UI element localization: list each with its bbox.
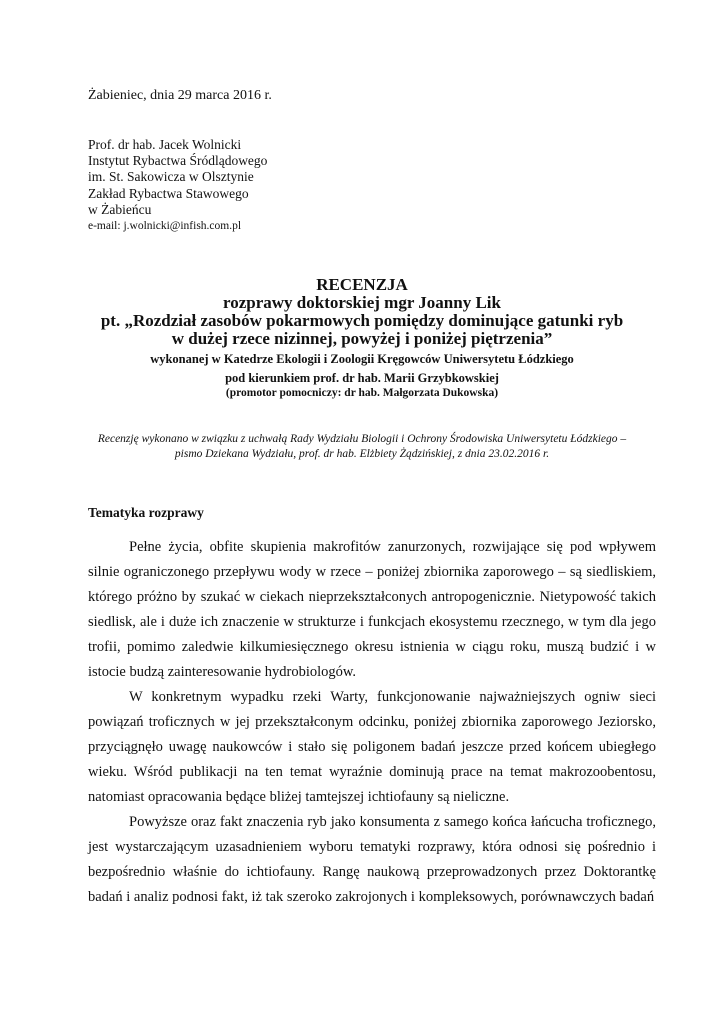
author-department: Zakład Rybactwa Stawowego — [88, 185, 249, 201]
thesis-title-line-2: w dużej rzece nizinnej, powyżej i poniżej piętrzenia” — [171, 329, 553, 348]
author-name: Prof. dr hab. Jacek Wolnicki — [88, 137, 242, 152]
author-institute: Instytut Rybactwa Śródlądowego — [88, 153, 268, 169]
author-institute-patron: im. St. Sakowicza w Olsztynie — [88, 169, 254, 185]
review-title-block — [0, 276, 724, 400]
review-title: RECENZJA — [316, 275, 408, 294]
paragraph: Pełne życia, obfite skupienia makrofitów zanurzonych, rozwijające się pod wpływem silnie ograniczonego przepływu wody w rzece – poniżej zbiornika zaporowego – są siedliskiem, którego próżno by szukać w ciekach nieprzekształconych antropogenicznie. Nietypowość takich siedlisk, ale i duże ich znaczenie w strukturze i funkcjach ekosystemu rzecznego, w tym dla jego trofii, pomimo zaledwie kilkumiesięcznego okresu istnienia w ciągu roku, muszą budzić i w istocie budzą zainteresowanie hydrobiologów. — [88, 539, 656, 680]
paragraph: Powyższe oraz fakt znaczenia ryb jako konsumenta z samego końca łańcucha troficznego, jest wystarczającym uzasadnieniem wyboru tematyki rozprawy, która odnosi się pośrednio i bezpośrednio właśnie do ichtiofauny. Rangę naukową przeprowadzonych przez Doktorantkę badań i analiz podnosi fakt, iż tak szeroko zakrojonych i kompleksowych, porównawczych badań — [88, 814, 656, 905]
author-block — [88, 137, 267, 234]
place-date: Żabieniec, dnia 29 marca 2016 r. — [88, 88, 272, 103]
section-body — [88, 535, 656, 910]
thesis-supervisor: pod kierunkiem prof. dr hab. Marii Grzybkowskiej — [225, 371, 499, 385]
thesis-department: wykonanej w Katedrze Ekologii i Zoologii Kręgowców Uniwersytetu Łódzkiego — [150, 352, 574, 366]
paragraph: W konkretnym wypadku rzeki Warty, funkcjonowanie najważniejszych ogniw sieci powiązań troficznych w jej przekształconym odcinku, poniżej zbiornika zaporowego Jeziorsko, przyciągnęło uwagę naukowców i stało się poligonem badań jeszcze przed końcem ubiegłego wieku. Wśród publikacji na ten temat wyraźnie dominują prace na temat makrozoobentosu, natomiast opracowania będące bliżej tamtejszej ichtiofauny są nieliczne. — [88, 689, 656, 805]
thesis-type: rozprawy doktorskiej mgr Joanny Lik — [222, 293, 501, 312]
section-heading: Tematyka rozprawy — [88, 505, 204, 520]
author-location: w Żabieńcu — [88, 201, 152, 217]
thesis-auxiliary-supervisor: (promotor pomocniczy: dr hab. Małgorzata Dukowska) — [225, 387, 499, 399]
review-commission-note — [0, 432, 724, 462]
thesis-title-line-1: pt. „Rozdział zasobów pokarmowych pomiędzy dominujące gatunki ryb — [100, 311, 624, 330]
note-line-1: Recenzję wykonano w związku z uchwałą Rady Wydziału Biologii i Ochrony Środowiska Uniwersytetu Łódzkiego – — [97, 433, 627, 445]
note-line-2: pismo Dziekana Wydziału, prof. dr hab. Elżbiety Żądzińskiej, z dnia 23.02.2016 r. — [174, 448, 550, 460]
author-email: e-mail: j.wolnicki@infish.com.pl — [88, 220, 242, 233]
